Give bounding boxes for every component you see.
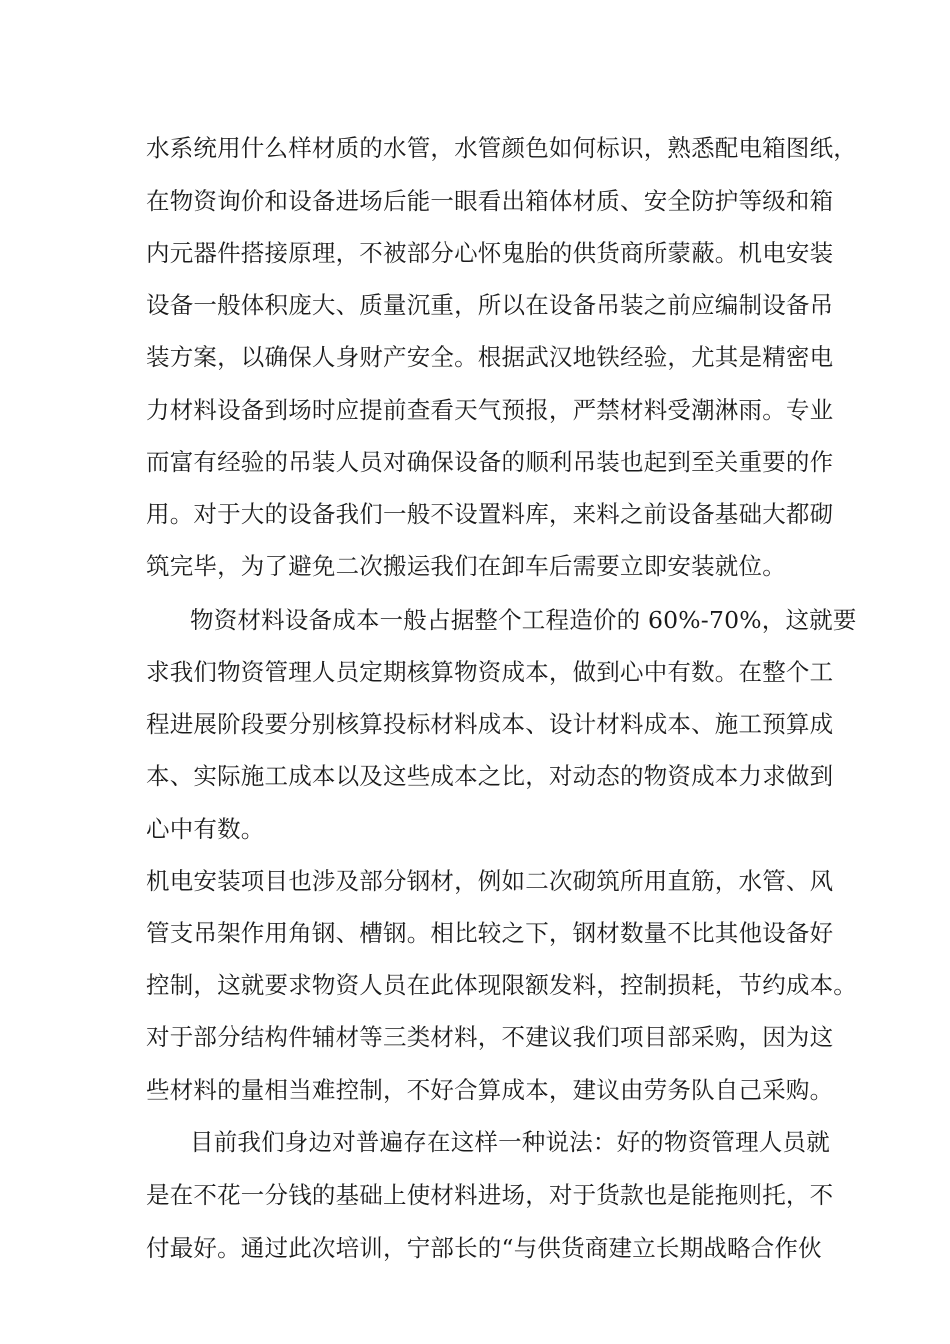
text-line: 设备一般体积庞大、质量沉重，所以在设备吊装之前应编制设备吊: [146, 291, 834, 319]
text-line: 控制，这就要求物资人员在此体现限额发料，控制损耗，节约成本。: [146, 971, 857, 999]
text-line: 筑完毕，为了避免二次搬运我们在卸车后需要立即安装就位。: [146, 552, 786, 580]
text-line: 装方案，以确保人身财产安全。根据武汉地铁经验，尤其是精密电: [146, 343, 834, 371]
text-line: 些材料的量相当难控制，不好合算成本，建议由劳务队自己采购。: [146, 1076, 834, 1104]
text-line: 付最好。通过此次培训，宁部长的“与供货商建立长期战略合作伙: [146, 1234, 822, 1262]
text-line: 而富有经验的吊装人员对确保设备的顺利吊装也起到至关重要的作: [146, 448, 834, 476]
text-line: 水系统用什么样材质的水管，水管颜色如何标识，熟悉配电箱图纸，: [146, 134, 857, 162]
text-line: 本、实际施工成本以及这些成本之比，对动态的物资成本力求做到: [146, 762, 834, 790]
text-line: 对于部分结构件辅材等三类材料，不建议我们项目部采购，因为这: [146, 1023, 834, 1051]
text-line: 在物资询价和设备进场后能一眼看出箱体材质、安全防护等级和箱: [146, 187, 834, 215]
text-line: 求我们物资管理人员定期核算物资成本，做到心中有数。在整个工: [146, 658, 834, 686]
paragraph-first-line: 目前我们身边对普遍存在这样一种说法：好的物资管理人员就: [190, 1128, 830, 1156]
text-line: 管支吊架作用角钢、槽钢。相比较之下，钢材数量不比其他设备好: [146, 919, 834, 947]
text-line: 用。对于大的设备我们一般不设置料库，来料之前设备基础大都砌: [146, 500, 834, 528]
paragraph-first-line: 物资材料设备成本一般占据整个工程造价的 60%-70%，这就要: [190, 606, 857, 634]
text-line: 是在不花一分钱的基础上使材料进场，对于货款也是能拖则托，不: [146, 1181, 834, 1209]
text-line: 内元器件搭接原理，不被部分心怀鬼胎的供货商所蒙蔽。机电安装: [146, 239, 834, 267]
text-line: 心中有数。: [146, 815, 265, 843]
text-line: 程进展阶段要分别核算投标材料成本、设计材料成本、施工预算成: [146, 710, 834, 738]
text-line: 力材料设备到场时应提前查看天气预报，严禁材料受潮淋雨。专业: [146, 396, 834, 424]
text-line: 机电安装项目也涉及部分钢材，例如二次砌筑所用直筋，水管、风: [146, 867, 834, 895]
